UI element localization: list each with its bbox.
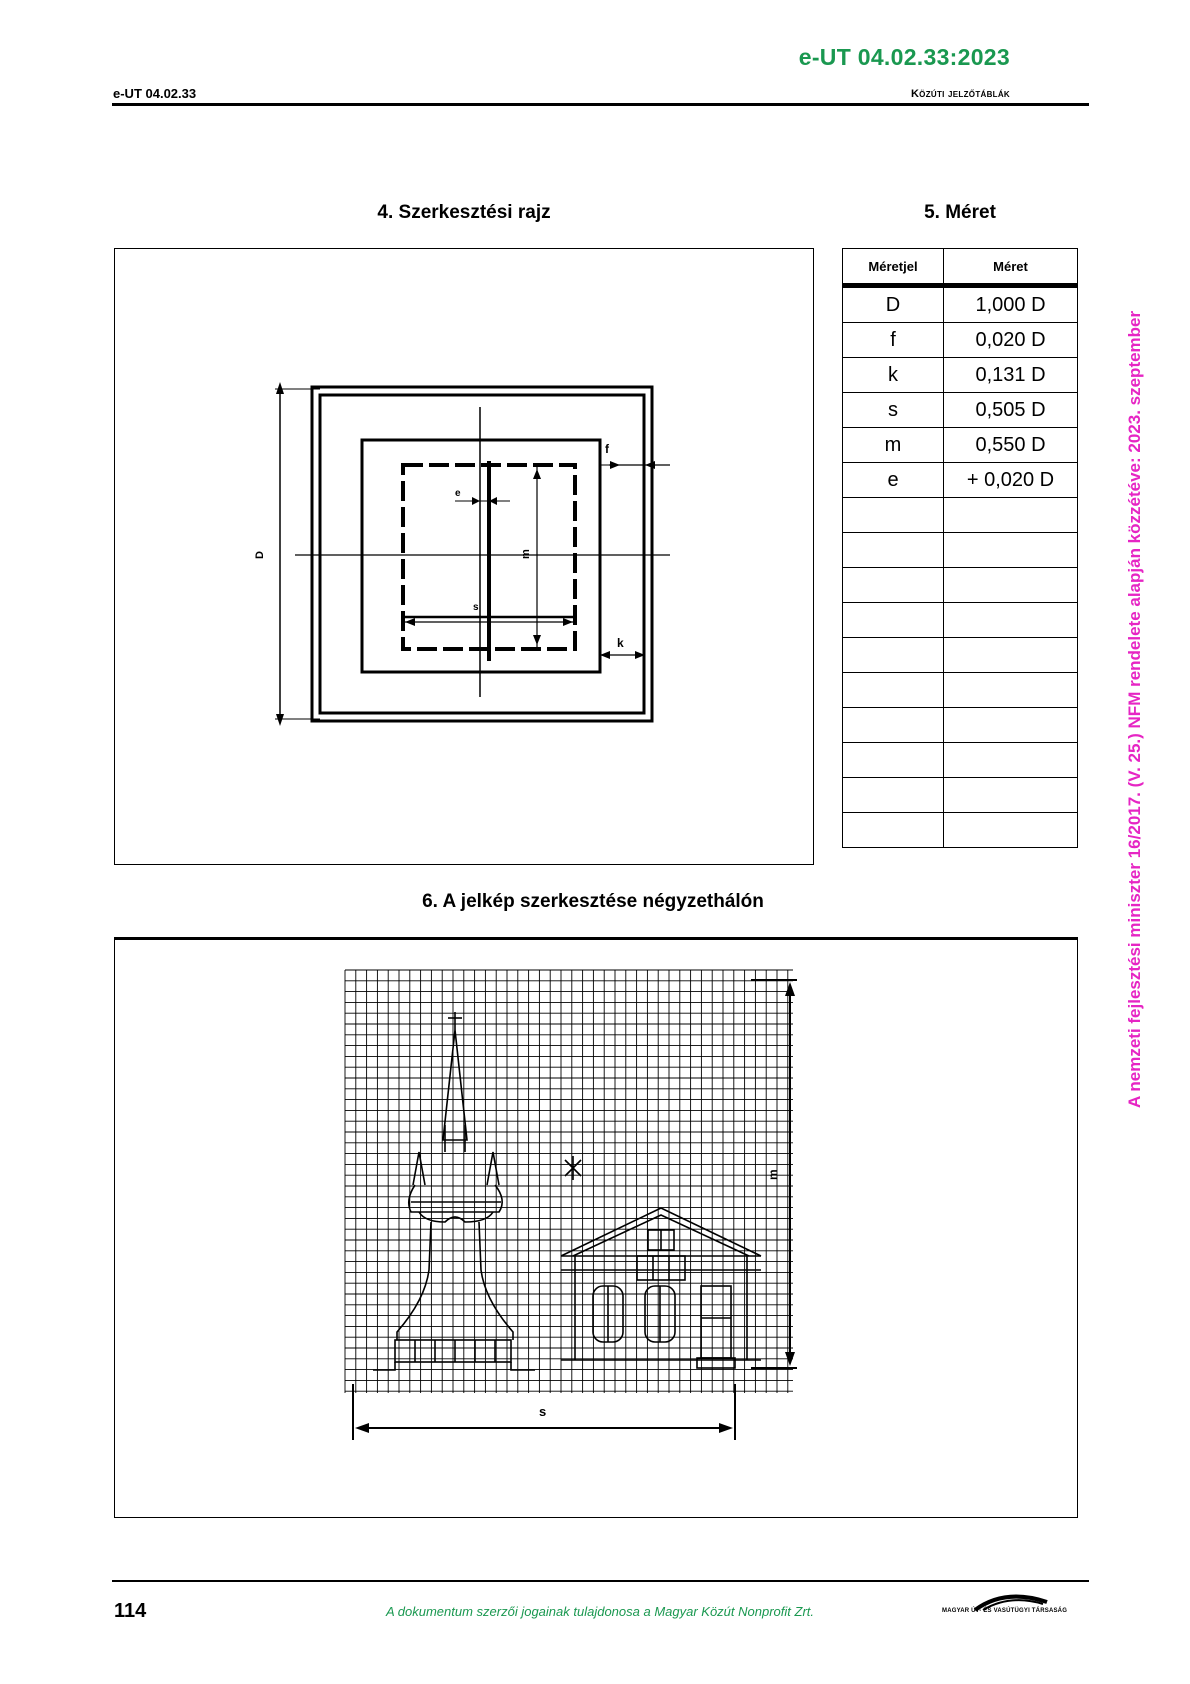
label-s: s — [473, 602, 479, 613]
dimension-value: 0,131 D — [944, 358, 1078, 393]
grid-label-s: s — [539, 1404, 547, 1419]
empty-table-row — [843, 533, 1078, 568]
dimension-value: 0,505 D — [944, 393, 1078, 428]
empty-cell — [843, 533, 944, 568]
construction-drawing — [115, 249, 815, 866]
table-row — [843, 428, 1078, 463]
label-k: k — [617, 636, 624, 650]
dimension-symbol: e — [843, 463, 944, 498]
dimension-symbol: D — [843, 286, 944, 323]
table-row — [843, 358, 1078, 393]
table-row — [843, 393, 1078, 428]
label-D: D — [254, 551, 266, 559]
document-code: e-UT 04.02.33:2023 — [798, 44, 1010, 70]
empty-cell — [843, 568, 944, 603]
section4-title: 4. Szerkesztési rajz — [377, 202, 551, 223]
empty-table-row — [843, 673, 1078, 708]
empty-cell — [843, 813, 944, 848]
grid-construction-frame — [114, 937, 1078, 1518]
logo-text: MAGYAR ÚT- ÉS VASÚTÜGYI TÁRSASÁG — [942, 1608, 1068, 1614]
publication-note: A nemzeti fejlesztési miniszter 16/2017. (V. 25.) NFM rendelete alapján közzétéve: 2023. szeptember — [1125, 310, 1144, 1108]
empty-table-row — [843, 498, 1078, 533]
empty-cell — [944, 813, 1078, 848]
empty-table-row — [843, 638, 1078, 673]
empty-cell — [944, 708, 1078, 743]
empty-cell — [944, 638, 1078, 673]
section6-title: 6. A jelkép szerkesztése négyzethálón — [422, 891, 764, 912]
empty-cell — [843, 638, 944, 673]
grid-construction-drawing — [115, 940, 1079, 1521]
empty-cell — [944, 673, 1078, 708]
empty-table-row — [843, 813, 1078, 848]
empty-cell — [843, 603, 944, 638]
table-row — [843, 286, 1078, 323]
empty-cell — [944, 743, 1078, 778]
grid-label-m: m — [766, 1169, 780, 1180]
dimension-value: 0,020 D — [944, 323, 1078, 358]
empty-cell — [944, 568, 1078, 603]
copyright-notice: A dokumentum szerzői jogainak tulajdonosa a Magyar Közút Nonprofit Zrt. — [385, 1604, 814, 1619]
empty-cell — [843, 778, 944, 813]
label-e: e — [455, 488, 461, 499]
dimension-value: 1,000 D — [944, 286, 1078, 323]
table-row — [843, 463, 1078, 498]
empty-cell — [843, 498, 944, 533]
empty-cell — [944, 498, 1078, 533]
empty-cell — [843, 673, 944, 708]
column-header-symbol: Méretjel — [843, 249, 944, 286]
table-row — [843, 323, 1078, 358]
section5-title: 5. Méret — [924, 202, 996, 223]
dimension-value: + 0,020 D — [944, 463, 1078, 498]
label-f: f — [605, 442, 609, 456]
empty-table-row — [843, 708, 1078, 743]
empty-cell — [843, 708, 944, 743]
empty-cell — [944, 533, 1078, 568]
page-number: 114 — [114, 1600, 147, 1622]
header-right: Közúti jelzőtáblák — [910, 88, 1010, 100]
header-left: e-UT 04.02.33 — [113, 86, 197, 101]
dimension-symbol: s — [843, 393, 944, 428]
dimension-symbol: k — [843, 358, 944, 393]
dimension-symbol: m — [843, 428, 944, 463]
footer-rule — [112, 1580, 1089, 1582]
header-rule — [112, 103, 1089, 106]
construction-drawing-frame — [114, 248, 814, 865]
empty-cell — [944, 778, 1078, 813]
empty-cell — [843, 743, 944, 778]
dimension-table-body — [843, 286, 1078, 848]
label-m: m — [520, 549, 532, 559]
dimension-value: 0,550 D — [944, 428, 1078, 463]
empty-table-row — [843, 743, 1078, 778]
empty-table-row — [843, 778, 1078, 813]
dimension-symbol: f — [843, 323, 944, 358]
column-header-size: Méret — [944, 249, 1078, 286]
empty-cell — [944, 603, 1078, 638]
empty-table-row — [843, 603, 1078, 638]
dimension-table — [842, 248, 1078, 848]
empty-table-row — [843, 568, 1078, 603]
